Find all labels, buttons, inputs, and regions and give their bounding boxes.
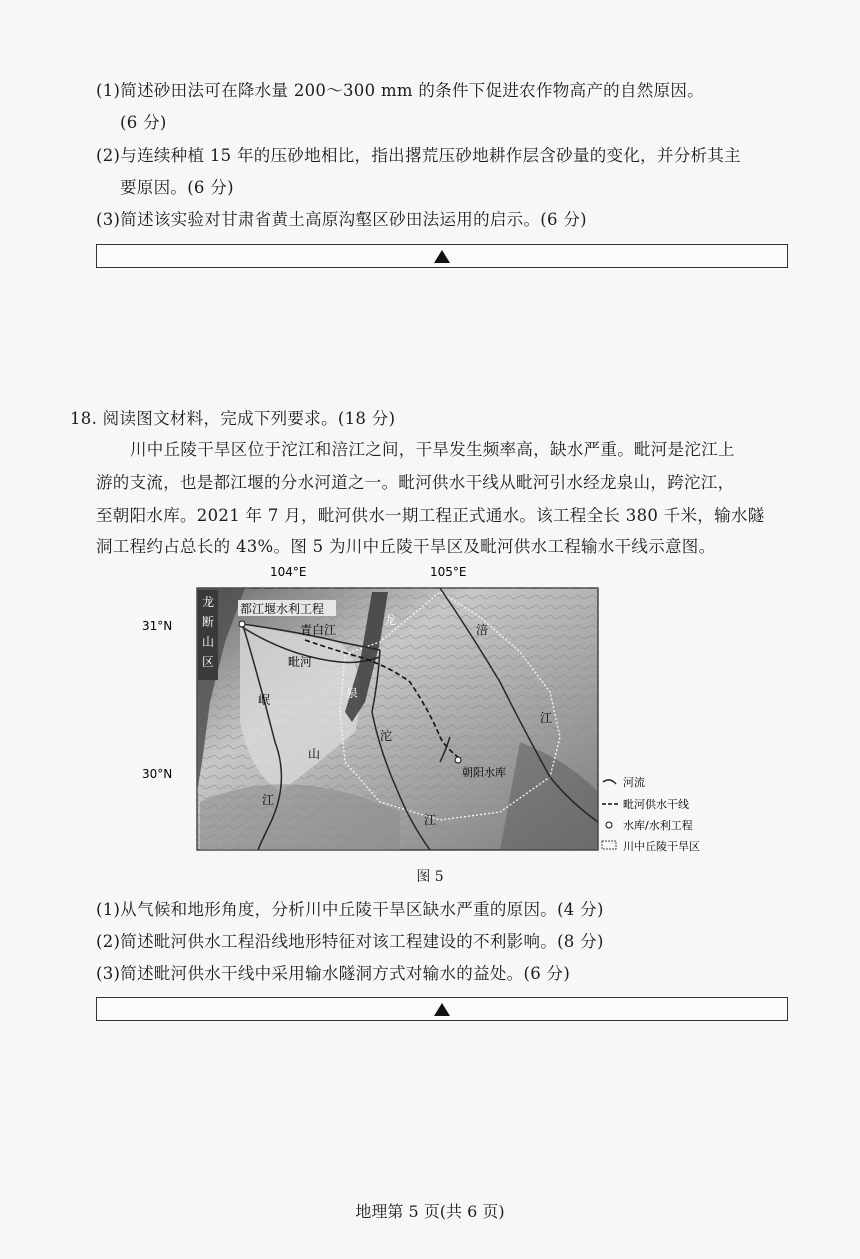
chaoyang-label: 朝阳水库 xyxy=(462,766,506,779)
q17-sub2-line1: (2)与连续种植 15 年的压砂地相比，指出撂荒压砂地耕作层含砂量的变化，并分析其主 xyxy=(96,146,741,165)
q18-paragraph-line2: 游的支流，也是都江堰的分水河道之一。毗河供水干线从毗河引水经龙泉山，跨沱江， xyxy=(96,473,735,492)
map-legend xyxy=(602,775,700,852)
lon-105-label: 105°E xyxy=(430,565,467,579)
q17-sub3: (3)简述该实验对甘肃省黄土高原沟壑区砂田法运用的启示。(6 分) xyxy=(96,210,587,229)
legend-reservoir: 水库/水利工程 xyxy=(623,819,693,832)
reservoir-legend-icon xyxy=(606,822,612,828)
min-label: 岷 xyxy=(258,693,271,707)
fault-char-3: 山 xyxy=(202,635,215,649)
q18-sub3: (3)简述毗河供水干线中采用输水隧洞方式对输水的益处。(6 分) xyxy=(96,964,571,983)
jiang-label-2: 江 xyxy=(424,813,437,827)
legend-zone: 川中丘陵干旱区 xyxy=(623,840,700,852)
answer-triangle-icon xyxy=(434,250,450,263)
figure-caption: 图 5 xyxy=(416,869,444,885)
legend-canal: 毗河供水干线 xyxy=(623,798,689,811)
legend-river: 河流 xyxy=(623,776,645,789)
chaoyang-reservoir-point xyxy=(455,757,461,763)
q18-paragraph-line3: 至朝阳水库。2021 年 7 月，毗河供水一期工程正式通水。该工程全长 380 千米，输水隧 xyxy=(96,506,765,525)
pihe-label: 毗河 xyxy=(288,655,313,669)
answer-box-q18[interactable] xyxy=(96,997,788,1021)
page-footer: 地理第 5 页(共 6 页) xyxy=(355,1202,505,1221)
fu-label: 涪 xyxy=(476,623,489,637)
lat-31-label: 31°N xyxy=(142,619,173,633)
q17-sub1-line1: (1)简述砂田法可在降水量 200～300 mm 的条件下促进农作物高产的自然原因。 xyxy=(96,81,704,100)
shan-label: 山 xyxy=(308,747,321,761)
q18-sub2: (2)简述毗河供水工程沿线地形特征对该工程建设的不利影响。(8 分) xyxy=(96,932,604,951)
fault-char-4: 区 xyxy=(202,655,215,669)
q18-paragraph-line4: 洞工程约占总长的 43%。图 5 为川中丘陵干旱区及毗河供水工程输水干线示意图。 xyxy=(96,537,716,556)
fault-char-1: 龙 xyxy=(202,595,215,609)
fault-char-2: 断 xyxy=(202,615,215,629)
river-legend-icon xyxy=(603,780,616,784)
q18-sub1: (1)从气候和地形角度，分析川中丘陵干旱区缺水严重的原因。(4 分) xyxy=(96,900,604,919)
jiang-label-1: 江 xyxy=(262,793,275,807)
dujiangyan-point xyxy=(239,621,245,627)
q18-header: 18. 阅读图文材料，完成下列要求。(18 分) xyxy=(70,409,396,428)
qingbaijiang-label: 青白江 xyxy=(300,623,337,637)
answer-triangle-icon xyxy=(434,1003,450,1016)
long-label: 龙 xyxy=(384,613,397,627)
quan-label: 泉 xyxy=(346,686,359,700)
zone-legend-icon xyxy=(602,841,616,849)
dujiangyan-label: 都江堰水利工程 xyxy=(240,602,325,616)
q17-sub1-line2: (6 分) xyxy=(120,113,167,132)
q18-paragraph-line1: 川中丘陵干旱区位于沱江和涪江之间，干旱发生频率高，缺水严重。毗河是沱江上 xyxy=(130,440,735,459)
answer-box-q17[interactable] xyxy=(96,244,788,268)
tuo-label: 沱 xyxy=(380,729,393,743)
lon-104-label: 104°E xyxy=(270,565,307,579)
lat-30-label: 30°N xyxy=(142,767,173,781)
map-frame xyxy=(197,588,598,850)
figure-5-map xyxy=(140,562,740,852)
q17-sub2-line2: 要原因。(6 分) xyxy=(120,178,234,197)
jiang-label-3: 江 xyxy=(540,711,553,725)
